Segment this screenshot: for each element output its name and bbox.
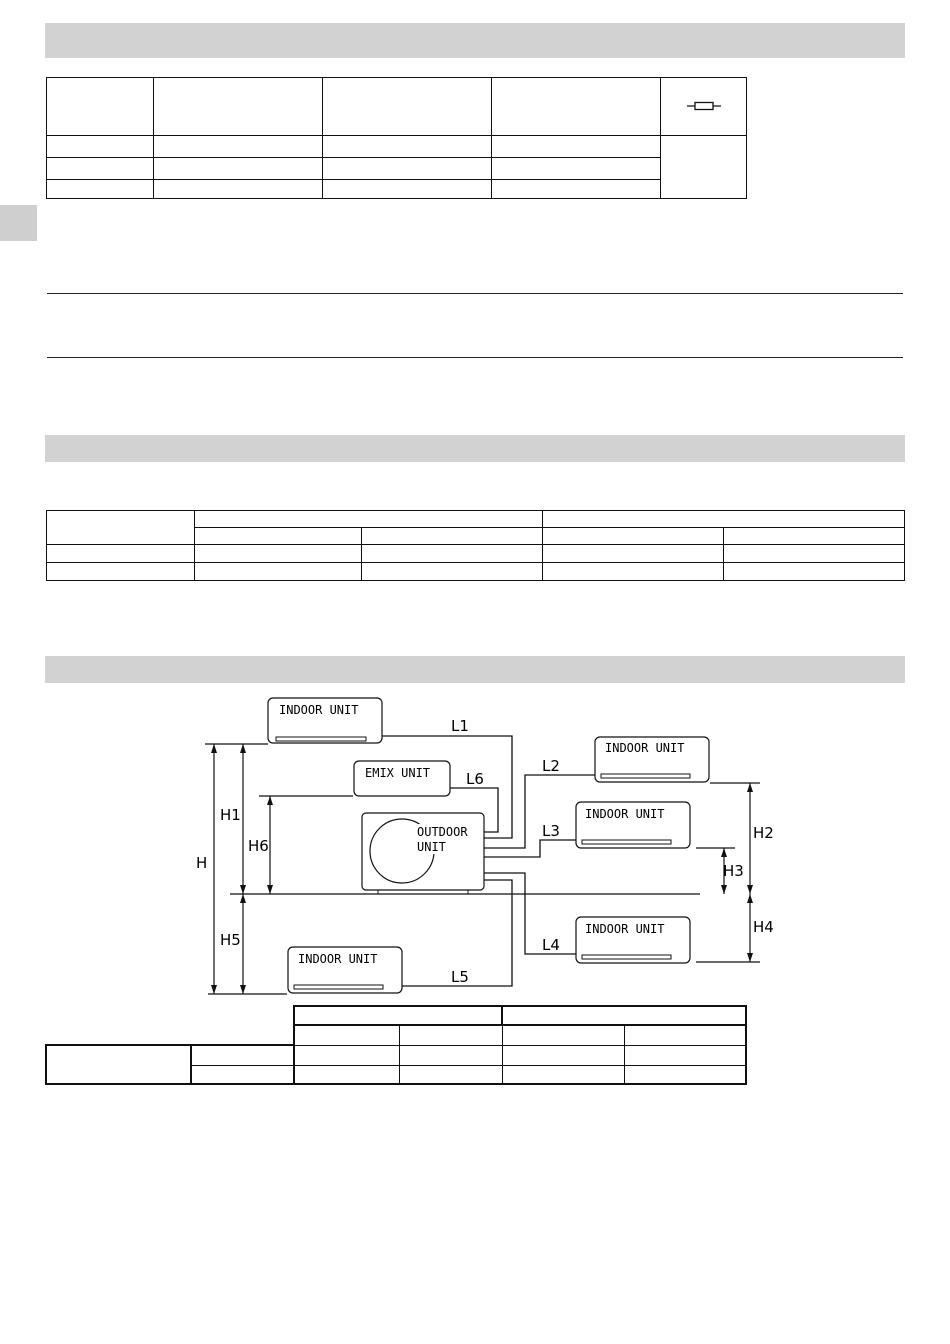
emix-unit: [354, 761, 450, 796]
table-cell: [399, 1025, 502, 1045]
emix-unit-label: EMIX UNIT: [365, 766, 431, 780]
table-group-header-cell: [502, 1006, 746, 1025]
piping-limits-table: [45, 1005, 747, 1085]
table-cell: [502, 1045, 624, 1065]
table-header-row: [46, 1006, 746, 1025]
table-cell: [502, 1025, 624, 1045]
outdoor-unit-label-line1: OUTDOOR: [417, 825, 468, 839]
l1-label: L1: [451, 717, 469, 735]
table-cell: [624, 1025, 746, 1045]
table-cell: [624, 1065, 746, 1084]
indoor-unit-middle-right: [576, 802, 690, 848]
indoor-unit-label: INDOOR UNIT: [279, 703, 359, 717]
empty-corner-cell: [46, 1006, 294, 1025]
table-cell: [294, 1025, 399, 1045]
l6-label: L6: [466, 770, 484, 788]
h5-label: H5: [220, 931, 241, 949]
table-row-header-cell: [46, 1045, 191, 1084]
table-cell: [191, 1065, 294, 1084]
table-cell: [399, 1065, 502, 1084]
h2-label: H2: [753, 824, 774, 842]
l3-label: L3: [542, 822, 560, 840]
h6-label: H6: [248, 837, 269, 855]
indoor-unit-top-left: [268, 698, 382, 743]
table-subheader-row: [46, 1025, 746, 1045]
table-cell: [502, 1065, 624, 1084]
indoor-unit-lower-right: [576, 917, 690, 963]
table-cell: [191, 1045, 294, 1065]
table-cell: [294, 1045, 399, 1065]
h1-label: H1: [220, 806, 241, 824]
indoor-unit-label: INDOOR UNIT: [585, 807, 665, 821]
l4-pipe: [484, 873, 576, 954]
l5-label: L5: [451, 968, 469, 986]
indoor-unit-label: INDOOR UNIT: [605, 741, 685, 755]
empty-corner-cell: [46, 1025, 294, 1045]
indoor-unit-label: INDOOR UNIT: [585, 922, 665, 936]
indoor-unit-label: INDOOR UNIT: [298, 952, 378, 966]
table-cell: [624, 1045, 746, 1065]
table-cell: [294, 1065, 399, 1084]
outdoor-unit-label-line2: UNIT: [417, 840, 446, 854]
indoor-unit-bottom-left: [288, 947, 402, 993]
table-row: [46, 1045, 746, 1065]
l2-label: L2: [542, 757, 560, 775]
l4-label: L4: [542, 936, 560, 954]
h3-label: H3: [723, 862, 744, 880]
indoor-unit-top-right: [595, 737, 709, 782]
table-group-header-cell: [294, 1006, 502, 1025]
outdoor-unit: [362, 813, 484, 894]
table-cell: [399, 1045, 502, 1065]
h-label: H: [196, 854, 208, 872]
h4-label: H4: [753, 918, 774, 936]
